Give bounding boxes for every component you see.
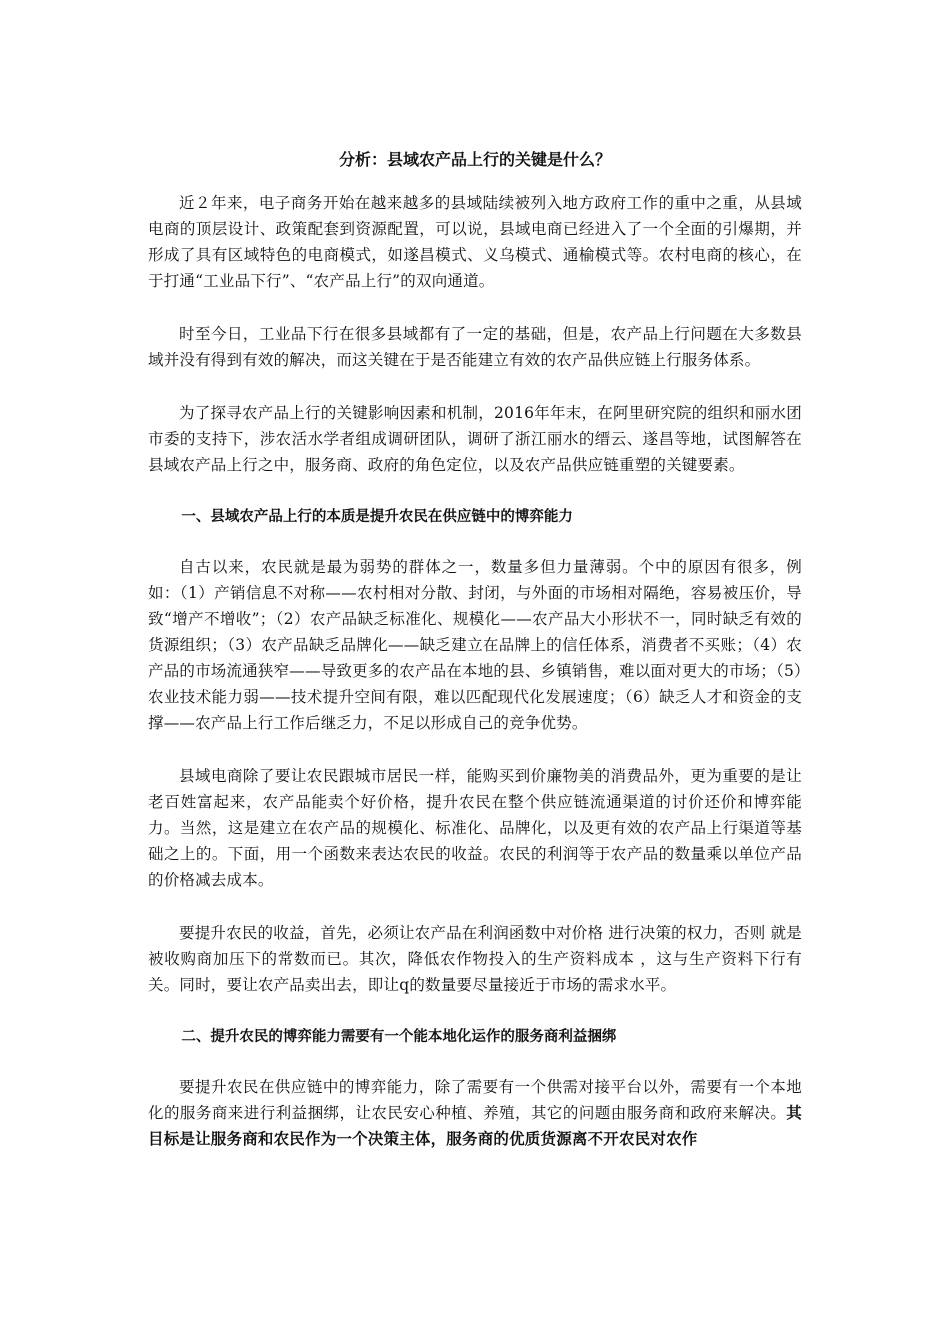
paragraph-farmer-income: 要提升农民的收益，首先，必须让农产品在利润函数中对价格 进行决策的权力，否则 就是被收购商加压下的常数而已。其次，降低农作物投入的生产资料成本 ，这与生产资料下行有关。同时，要让农产品卖出去，即让q的数量要尽量接近于市场的需求水平。 (148, 924, 802, 994)
document-title: 分析：县域农产品上行的关键是什么？ (338, 150, 611, 169)
paragraph-farmer-weakness: 自古以来，农民就是最为弱势的群体之一，数量多但力量薄弱。个中的原因有很多，例如：（1）产销信息不对称——农村相对分散、封闭，与外面的市场相对隔绝，容易被压价，导致“增产不增收”；（2）农产品缺乏标准化、规模化——农产品大小形状不一，同时缺乏有效的货源组织；（3）农产品缺乏品牌化——缺乏建立在品牌上的信任体系，消费者不买账；（4）农产品的市场流通狭窄——导致更多的农产品在本地的县、乡镇销售，难以面对更大的市场；（5）农业技术能力弱——技术提升空间有限，难以匹配现代化发展速度；（6）缺乏人才和资金的支撑——农产品上行工作后继乏力，不足以形成自己的竞争优势。 (148, 558, 802, 732)
paragraph-service-provider-bold-text: 其目标是让服务商和农民作为一个决策主体，服务商的优质货源离不开农民对农作 (148, 1103, 802, 1148)
paragraph-industrial-goods: 时至今日，工业品下行在很多县域都有了一定的基础，但是，农产品上行问题在大多数县域并没有得到有效的解决，而这关键在于是否能建立有效的农产品供应链上行服务体系。 (148, 325, 802, 369)
paragraph-service-provider (148, 1074, 802, 1152)
section-heading-1: 一、县域农产品上行的本质是提升农民在供应链中的博弈能力 (181, 509, 573, 525)
section-heading-2: 二、提升农民的博弈能力需要有一个能本地化运作的服务商利益捆绑 (181, 1029, 617, 1045)
paragraph-county-ecommerce: 县域电商除了要让农民跟城市居民一样，能购买到价廉物美的消费品外，更为重要的是让老百姓富起来，农产品能卖个好价格，提升农民在整个供应链流通渠道的讨价还价和博弈能力。当然，这是建立在农产品的规模化、标准化、品牌化，以及更有效的农产品上行渠道等基础之上的。下面，用一个函数来表达农民的收益。农民的利润等于农产品的数量乘以单位产品的价格减去成本。 (148, 767, 802, 889)
document-page (148, 148, 802, 1179)
paragraph-research: 为了探寻农产品上行的关键影响因素和机制，2016年年末，在阿里研究院的组织和丽水团市委的支持下，涉农活水学者组成调研团队，调研了浙江丽水的缙云、遂昌等地，试图解答在县域农产品上行之中，服务商、政府的角色定位，以及农产品供应链重塑的关键要素。 (148, 404, 802, 474)
paragraph-intro: 近２年来，电子商务开始在越来越多的县域陆续被列入地方政府工作的重中之重，从县域电商的顶层设计、政策配套到资源配置，可以说，县域电商已经进入了一个全面的引爆期，并形成了具有区域特色的电商模式，如遂昌模式、义乌模式、通榆模式等。农村电商的核心，在于打通“工业品下行”、“农产品上行”的双向通道。 (148, 194, 802, 290)
paragraph-service-provider-text: 要提升农民在供应链中的博弈能力，除了需要有一个供需对接平台以外，需要有一个本地化的服务商来进行利益捆绑，让农民安心种植、养殖，其它的问题由服务商和政府来解决。 (148, 1078, 802, 1122)
